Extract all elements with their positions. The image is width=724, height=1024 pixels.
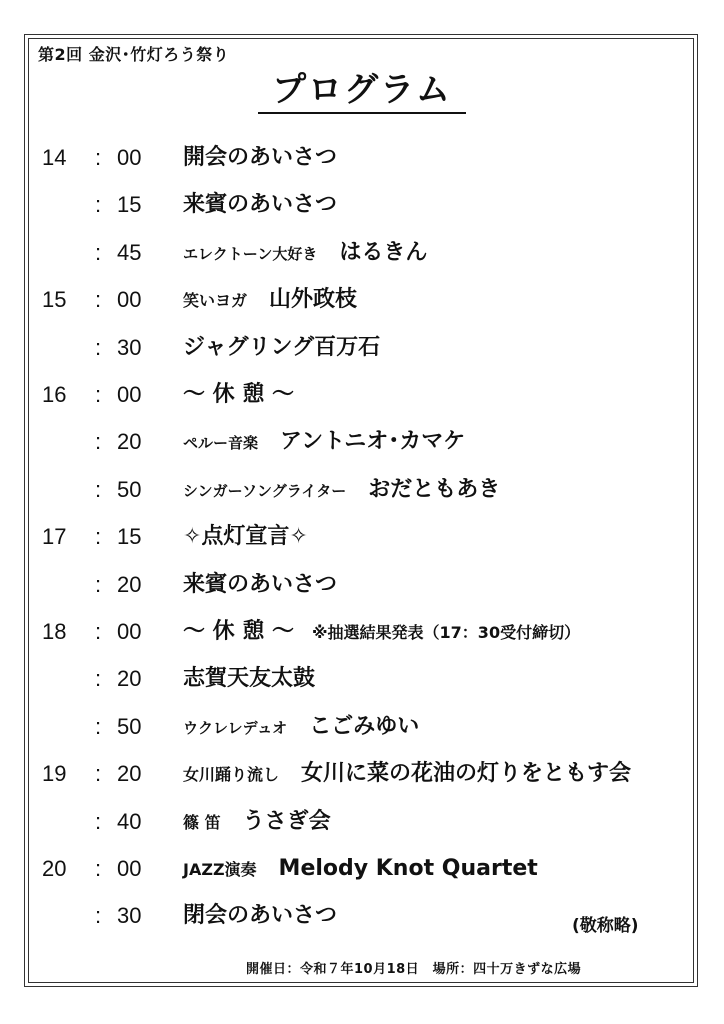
time-minute: 15 [117, 524, 142, 550]
time-minute: 45 [117, 239, 142, 265]
program-item [183, 659, 674, 700]
time-minute: 50 [117, 476, 142, 502]
program-item [183, 849, 674, 890]
time-colon: : [94, 382, 102, 407]
schedule-row [0, 565, 724, 605]
time-minute: 20 [117, 666, 142, 692]
item-performer: ※抽選結果発表（17：30受付締切） [311, 623, 581, 642]
item-label: 開会のあいさつ [183, 145, 338, 170]
schedule-row [0, 707, 724, 747]
time-colon: : [94, 524, 102, 550]
item-label: 閉会のあいさつ [183, 903, 338, 929]
program-item [183, 707, 674, 748]
time-minute: 00 [117, 145, 142, 170]
program-item [183, 754, 674, 795]
time-colon: : [94, 808, 102, 834]
time-minute: 50 [117, 713, 142, 739]
time-hour: 15 [42, 287, 67, 313]
time-colon: : [94, 192, 102, 218]
item-performer: はるきん [339, 239, 428, 265]
time-minute: 30 [117, 903, 142, 929]
time-minute: 20 [117, 571, 142, 597]
time-minute: 20 [117, 429, 142, 455]
item-label: ウクレレデュオ [183, 718, 288, 737]
item-label: ～ 休 憩 ～ [183, 382, 294, 407]
time-colon: : [94, 903, 102, 929]
item-performer: うさぎ会 [242, 808, 331, 834]
footer-info: 開催日：令和７年10月18日 場所：四十万きずな広場 [246, 962, 582, 977]
item-label: ✧点灯宣言✧ [183, 524, 308, 550]
time-minute: 00 [117, 382, 142, 407]
schedule-row [0, 422, 724, 462]
item-label: 志賀天友太鼓 [183, 666, 316, 692]
item-performer: 山外政枝 [269, 287, 358, 313]
item-label: ペルー音楽 [183, 434, 259, 453]
time-minute: 00 [117, 287, 142, 313]
time-minute: 00 [117, 619, 142, 644]
schedule-row [0, 280, 724, 320]
time-colon: : [94, 476, 102, 502]
item-label: エレクトーン大好き [183, 244, 318, 263]
time-colon: : [94, 666, 102, 692]
schedule-row [0, 802, 724, 842]
event-title: 第2回 金沢･竹灯ろう祭り [38, 45, 230, 64]
time-minute: 40 [117, 808, 142, 834]
program-item [183, 185, 674, 226]
honorific-note: (敬称略) [572, 916, 639, 936]
time-hour: 14 [42, 145, 67, 170]
program-item [183, 802, 674, 843]
program-item [183, 517, 674, 558]
schedule-row [0, 138, 724, 178]
item-label: 篠 笛 [183, 812, 221, 832]
time-colon: : [94, 713, 102, 739]
time-colon: : [94, 856, 102, 881]
item-label: ～ 休 憩 ～ [183, 619, 294, 644]
time-colon: : [94, 239, 102, 265]
schedule-row [0, 328, 724, 368]
program-item [183, 470, 674, 511]
time-colon: : [94, 761, 102, 787]
time-minute: 15 [117, 192, 142, 218]
program-item [183, 233, 674, 274]
schedule-row [0, 375, 724, 415]
schedule-row [0, 612, 724, 652]
schedule-row [0, 470, 724, 510]
program-item [183, 565, 674, 606]
time-minute: 20 [117, 761, 142, 787]
schedule-row [0, 185, 724, 225]
item-label: ジャグリング百万石 [183, 334, 381, 360]
time-colon: : [94, 619, 102, 644]
program-item [183, 328, 674, 369]
item-label: 来賓のあいさつ [183, 571, 338, 597]
time-minute: 00 [117, 856, 142, 881]
item-label: 笑いヨガ [183, 291, 248, 311]
schedule-row [0, 233, 724, 273]
time-hour: 20 [42, 856, 67, 881]
schedule-row [0, 754, 724, 794]
program-title: プログラム [258, 68, 466, 114]
schedule-row [0, 659, 724, 699]
item-performer: おだともあき [368, 476, 501, 502]
item-label: シンガーソングライター [183, 481, 347, 500]
item-performer: こごみゆい [309, 713, 420, 739]
time-colon: : [94, 571, 102, 597]
time-hour: 16 [42, 382, 67, 407]
time-hour: 17 [42, 524, 67, 550]
item-label: 来賓のあいさつ [183, 192, 338, 218]
program-item [183, 612, 674, 653]
time-colon: : [94, 287, 102, 313]
program-item [183, 138, 674, 179]
time-colon: : [94, 145, 102, 170]
item-performer: 女川に菜の花油の灯りをともす会 [301, 761, 632, 787]
item-label: JAZZ演奏 [183, 860, 257, 879]
program-item [183, 422, 674, 463]
program-item [183, 375, 674, 416]
time-hour: 18 [42, 619, 67, 644]
schedule-row [0, 849, 724, 889]
time-minute: 30 [117, 334, 142, 360]
time-colon: : [94, 334, 102, 360]
item-label: 女川踊り流し [183, 765, 280, 785]
item-performer: アントニオ･カマケ [280, 429, 466, 455]
time-hour: 19 [42, 761, 67, 787]
item-performer: Melody Knot Quartet [278, 856, 538, 881]
time-colon: : [94, 429, 102, 455]
schedule-row [0, 517, 724, 557]
program-item [183, 280, 674, 321]
